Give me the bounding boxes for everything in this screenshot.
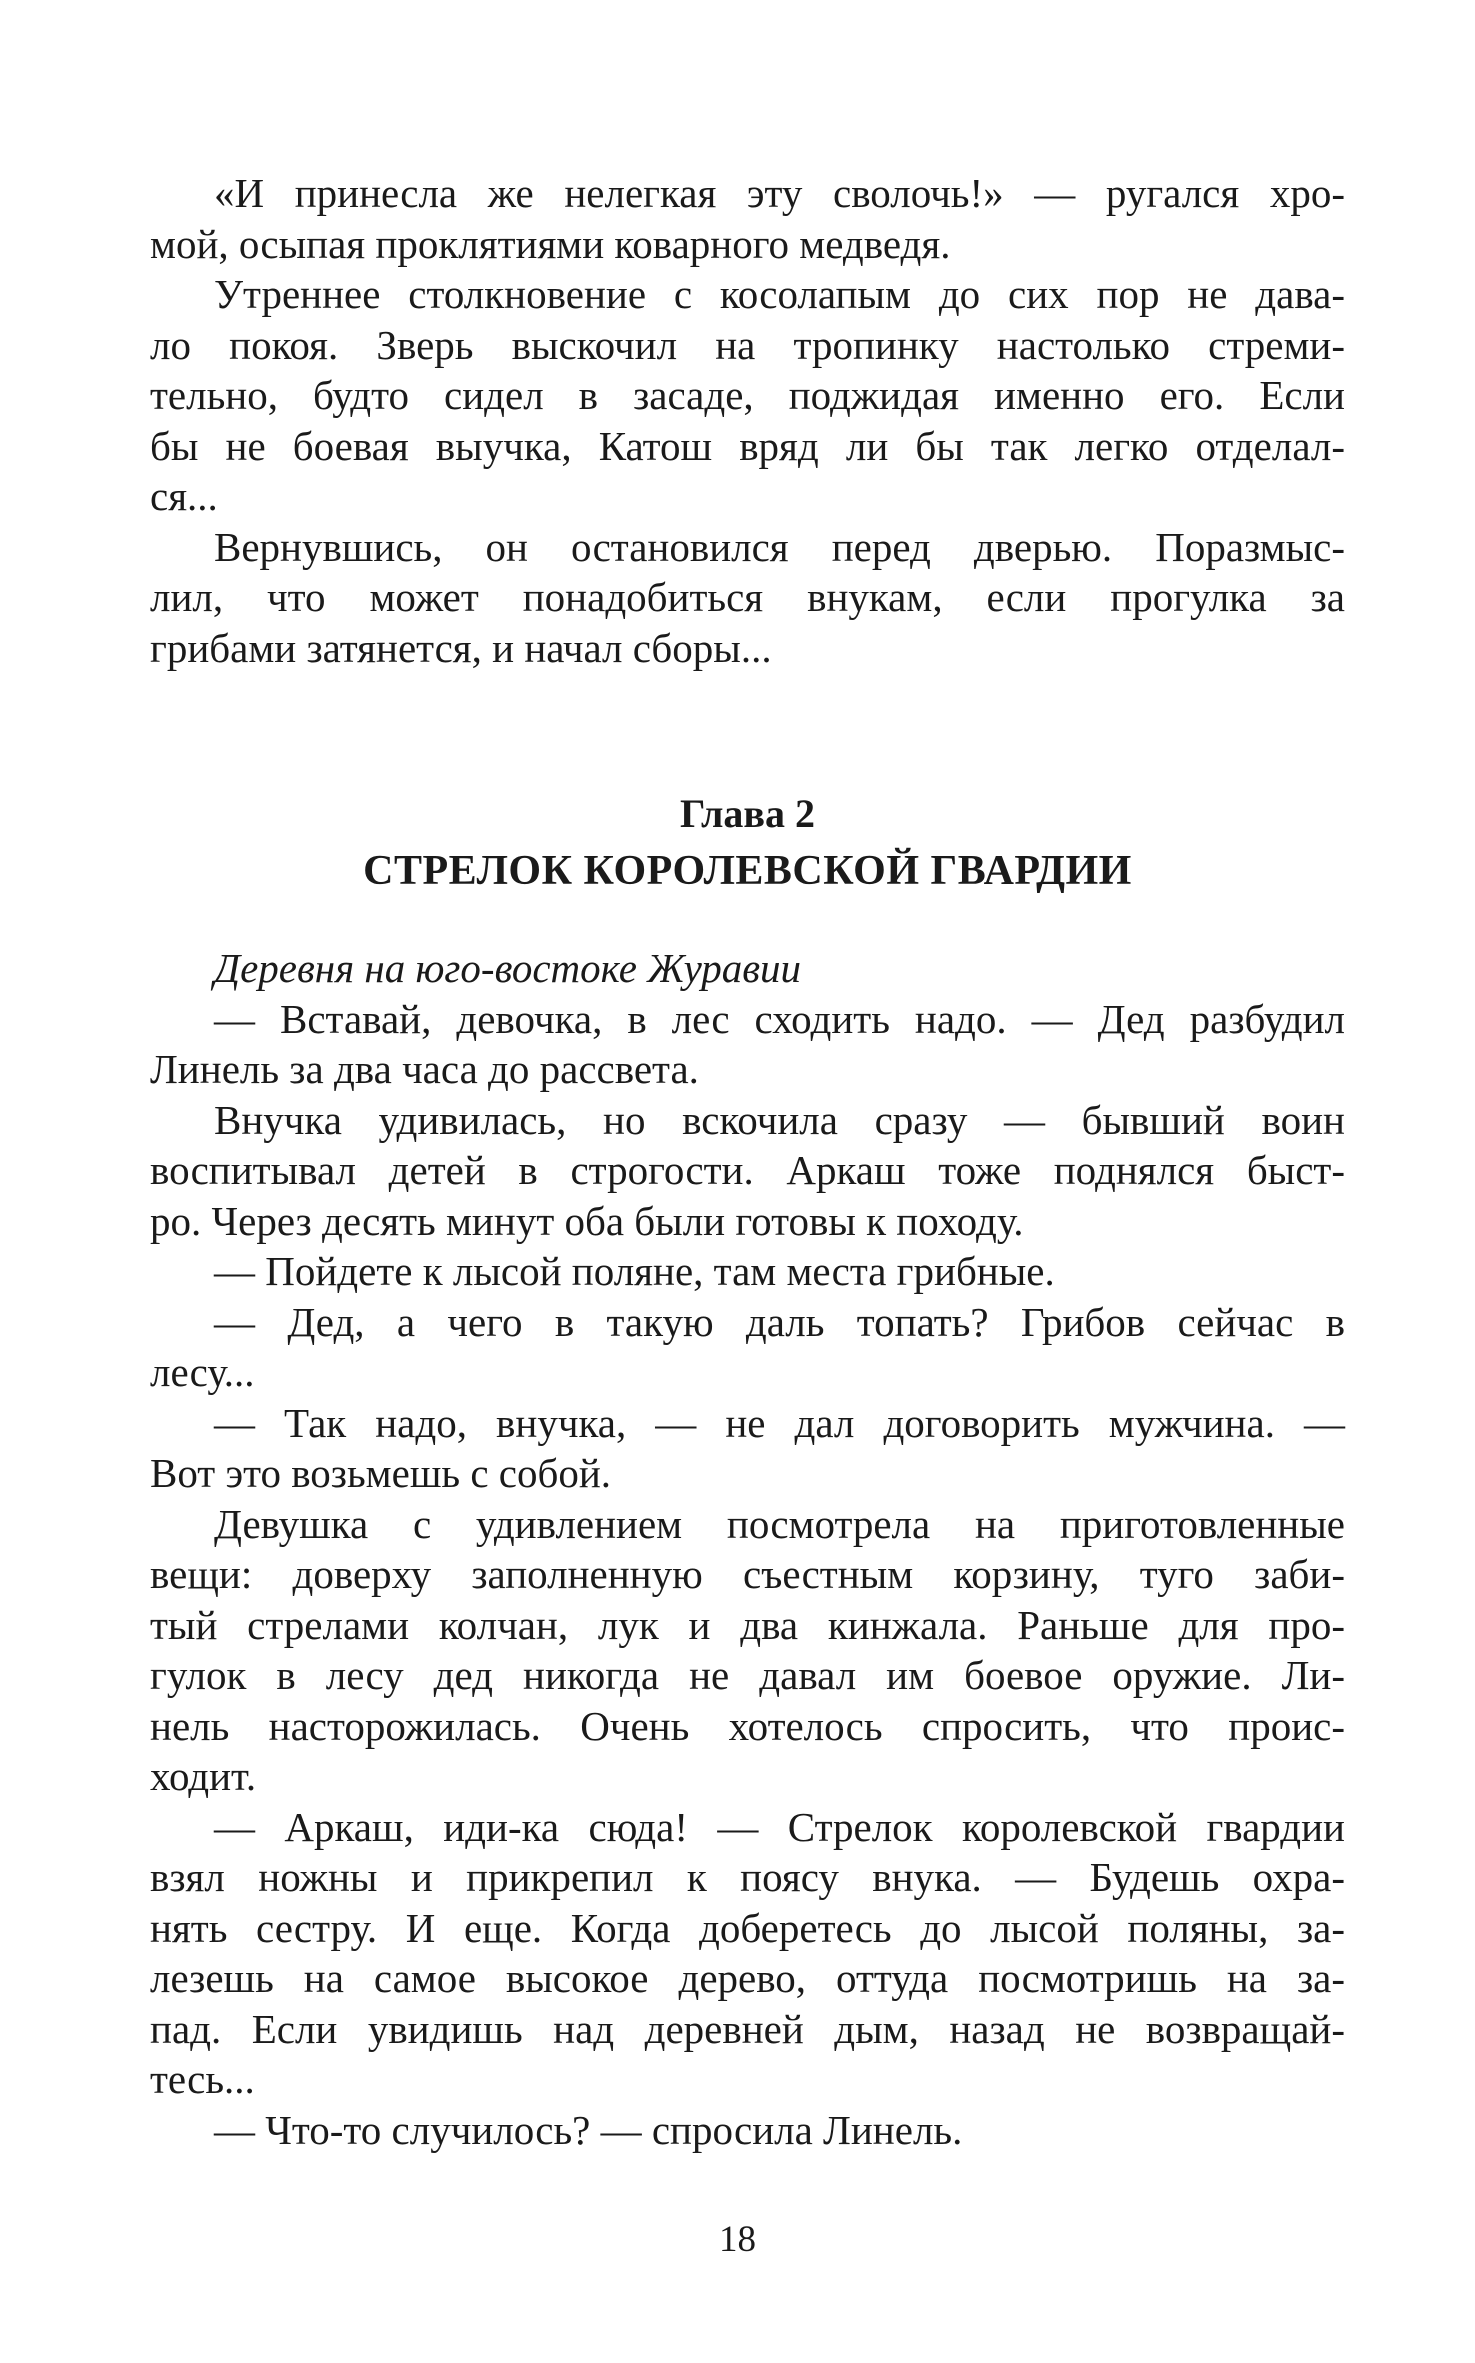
text-line: грибами затянется, и начал сборы... <box>150 624 772 671</box>
text-line: воспитывал детей в строгости. Аркаш тоже поднялся быст- <box>150 1147 1345 1193</box>
text-line: лил, что может понадобиться внукам, если прогулка за <box>150 574 1345 620</box>
text-line: ло покоя. Зверь выскочил на тропинку настолько стреми- <box>150 321 1345 368</box>
text-line: лесу... <box>150 1349 255 1395</box>
text-line: Внучка удивилась, но вскочила сразу — бывший воин <box>214 1096 1345 1143</box>
text-line: ходит. <box>150 1753 257 1799</box>
text-line: — Пойдете к лысой поляне, там места грибные. <box>214 1248 1055 1294</box>
text-line: пад. Если увидишь над деревней дым, назад не возвращай- <box>150 2005 1345 2052</box>
text-line: Утреннее столкновение с косолапым до сих пор не дава- <box>214 271 1345 317</box>
text-line: нять сестру. И еще. Когда доберетесь до лысой поляны, за- <box>150 1904 1345 1951</box>
text-line: ся... <box>150 473 218 519</box>
location-line: Деревня на юго-востоке Журавии <box>214 945 802 991</box>
text-line: — Вставай, девочка, в лес сходить надо. — Дед разбудил <box>214 995 1345 1042</box>
text-line: гулок в лесу дед никогда не давал им боевое оружие. Ли- <box>150 1652 1345 1698</box>
text-line: тый стрелами колчан, лук и два кинжала. Раньше для про- <box>150 1601 1345 1648</box>
main-text-block <box>150 943 1345 2155</box>
text-line: Линель за два часа до рассвета. <box>150 1046 699 1092</box>
text-line: тельно, будто сидел в засаде, поджидая именно его. Если <box>150 372 1345 418</box>
text-line: лезешь на самое высокое дерево, оттуда посмотришь на за- <box>150 1955 1345 2001</box>
text-line: — Аркаш, иди-ка сюда! — Стрелок королевской гвардии <box>214 1803 1345 1850</box>
text-line: Девушка с удивлением посмотрела на приготовленные <box>214 1500 1345 1547</box>
page-number: 18 <box>719 2219 756 2260</box>
text-line: — Так надо, внучка, — не дал договорить мужчина. — <box>214 1399 1345 1446</box>
text-line: — Дед, а чего в такую даль топать? Грибов сейчас в <box>214 1298 1345 1345</box>
text-line: мой, осыпая проклятиями коварного медведя. <box>150 220 951 267</box>
text-line: бы не боевая выучка, Катош вряд ли бы так легко отделал- <box>150 422 1345 469</box>
text-line: тесь... <box>150 2056 255 2102</box>
text-line: Вернувшись, он остановился перед дверью. Поразмыс- <box>214 523 1345 570</box>
text-line: вещи: доверху заполненную съестным корзину, туго заби- <box>150 1551 1345 1597</box>
top-text-block <box>150 168 1345 673</box>
text-line: взял ножны и прикрепил к поясу внука. — Будешь охра- <box>150 1854 1345 1900</box>
text-line: ро. Через десять минут оба были готовы к походу. <box>150 1197 1024 1244</box>
chapter-number: Глава 2 <box>680 791 815 836</box>
text-line: «И принесла же нелегкая эту сволочь!» — ругался хро- <box>214 170 1345 216</box>
text-line: — Что-то случилось? — спросила Линель. <box>214 2106 963 2153</box>
chapter-title: СТРЕЛОК КОРОЛЕВСКОЙ ГВАРДИИ <box>363 848 1132 894</box>
text-line: нель насторожилась. Очень хотелось спросить, что проис- <box>150 1702 1345 1749</box>
text-line: Вот это возьмешь с собой. <box>150 1450 612 1496</box>
